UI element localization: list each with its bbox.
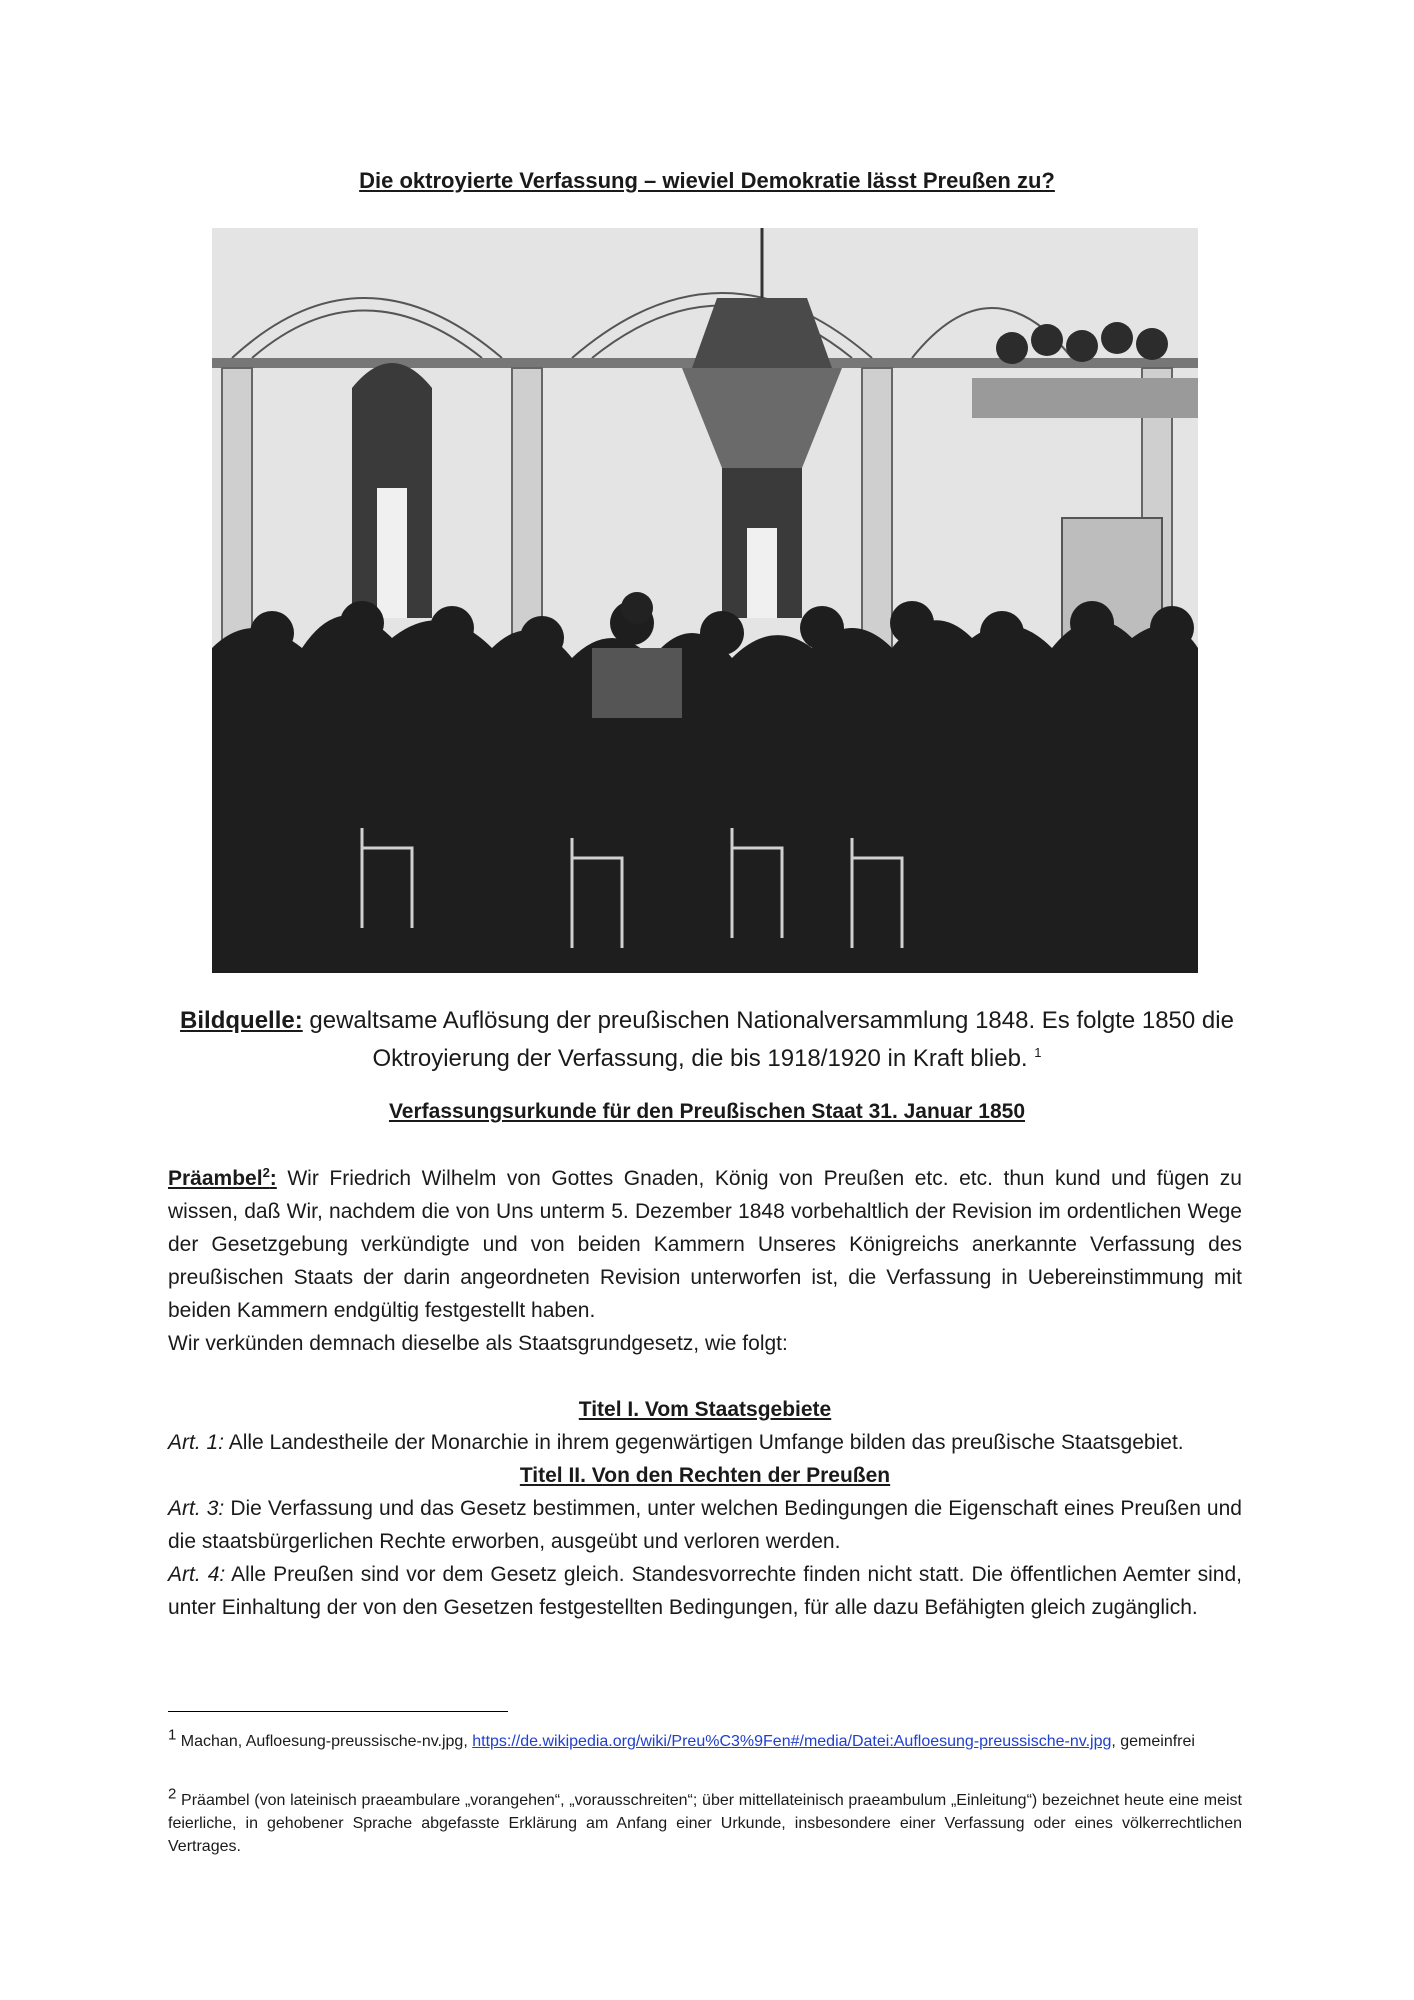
preamble-text: Wir Friedrich Wilhelm von Gottes Gnaden, König von Preußen etc. etc. thun kund und fügen zu wissen, daß Wir, nachdem die von Uns unterm 5. Dezember 1848 vorbehaltlich der Revision im ordentlichen Wege der Gesetzgebung verkündigte und von beiden Kammern Unseres Königreichs anerkannte Verfassung des preußischen Staats der darin angeordneten Revision unterworfen ist, die Verfassung in Uebereinstimmung mit beiden Kammern endgültig festgestellt haben. (168, 1167, 1242, 1322)
titel1-heading: Titel I. Vom Staatsgebiete (578, 1398, 832, 1421)
footnote-divider (168, 1711, 508, 1712)
image-caption (160, 1002, 1254, 1078)
art4-text: Alle Preußen sind vor dem Gesetz gleich. Standesvorrechte finden nicht statt. Die öffentlichen Aemter sind, unter Einhaltung der von den Gesetzen festgestellten Bedingungen, für alle dazu Befähigten gleich zugänglich. (168, 1563, 1242, 1619)
art3 (168, 1492, 1242, 1558)
preamble-label: Präambel$^2$: (168, 1165, 277, 1190)
art4-label: Art. 4: (168, 1563, 226, 1586)
footnote-2-number: 2 (168, 1785, 177, 1803)
caption-line1: gewaltsame Auflösung der preußischen Nationalversammlung 1848. Es folgte 1850 die (302, 1007, 1234, 1034)
art4 (168, 1558, 1242, 1624)
preamble-footnote-ref[interactable]: 2 (262, 1165, 270, 1180)
engraving-image (212, 228, 1198, 973)
art3-label: Art. 3: (168, 1497, 225, 1520)
titel2-heading: Titel II. Von den Rechten der Preußen (519, 1464, 891, 1487)
caption-label: Bildquelle: (180, 1007, 303, 1034)
art3-text: Die Verfassung und das Gesetz bestimmen, unter welchen Bedingungen die Eigenschaft eines Preußen und die staatsbürgerlichen Rechte erworben, ausgeübt und verloren werden. (168, 1497, 1242, 1553)
section-subtitle: Verfassungsurkunde für den Preußischen Staat 31. Januar 1850 (388, 1100, 1026, 1123)
art1 (168, 1426, 1242, 1459)
footnote-2 (168, 1785, 1242, 1858)
footnote-1-text: Machan, Aufloesung-preussische-nv.jpg, (176, 1733, 473, 1750)
footnote-1-after: , gemeinfrei (1111, 1733, 1195, 1750)
footnote-1-number: 1 (168, 1726, 177, 1744)
footnote-2-text: Präambel (von lateinisch praeambulare „vorangehen“, „vorausschreiten“; über mittellateinisch praeambulum „Einleitung“) bezeichnet heute eine meist feierliche, in gehobener Sprache abgefasste Erklärung am Anfang einer Urkunde, insbesondere einer Verfassung oder eines völkerrechtlichen Vertrages. (168, 1792, 1242, 1855)
document-title: Die oktroyierte Verfassung – wieviel Demokratie lässt Preußen zu? (359, 168, 1055, 193)
preamble-closing: Wir verkünden demnach dieselbe als Staatsgrundgesetz, wie folgt: (168, 1332, 788, 1355)
footnote-1-link[interactable]: https://de.wikipedia.org/wiki/Preu%C3%9Fen#/media/Datei:Aufloesung-preussische-nv.jpg (472, 1733, 1112, 1750)
caption-line2: Oktroyierung der Verfassung, die bis 1918/1920 in Kraft blieb. (372, 1045, 1035, 1072)
footnote-1 (168, 1726, 1242, 1753)
art1-label: Art. 1: (168, 1431, 225, 1454)
preamble-block (168, 1162, 1242, 1360)
engraving-illustration (212, 228, 1198, 973)
articles-block (168, 1393, 1242, 1624)
preamble-paragraph (168, 1162, 1242, 1327)
art1-text: Alle Landestheile der Monarchie in ihrem gegenwärtigen Umfange bilden das preußische Staatsgebiet. (224, 1431, 1184, 1454)
caption-footnote-ref[interactable]: 1 (1034, 1045, 1042, 1060)
